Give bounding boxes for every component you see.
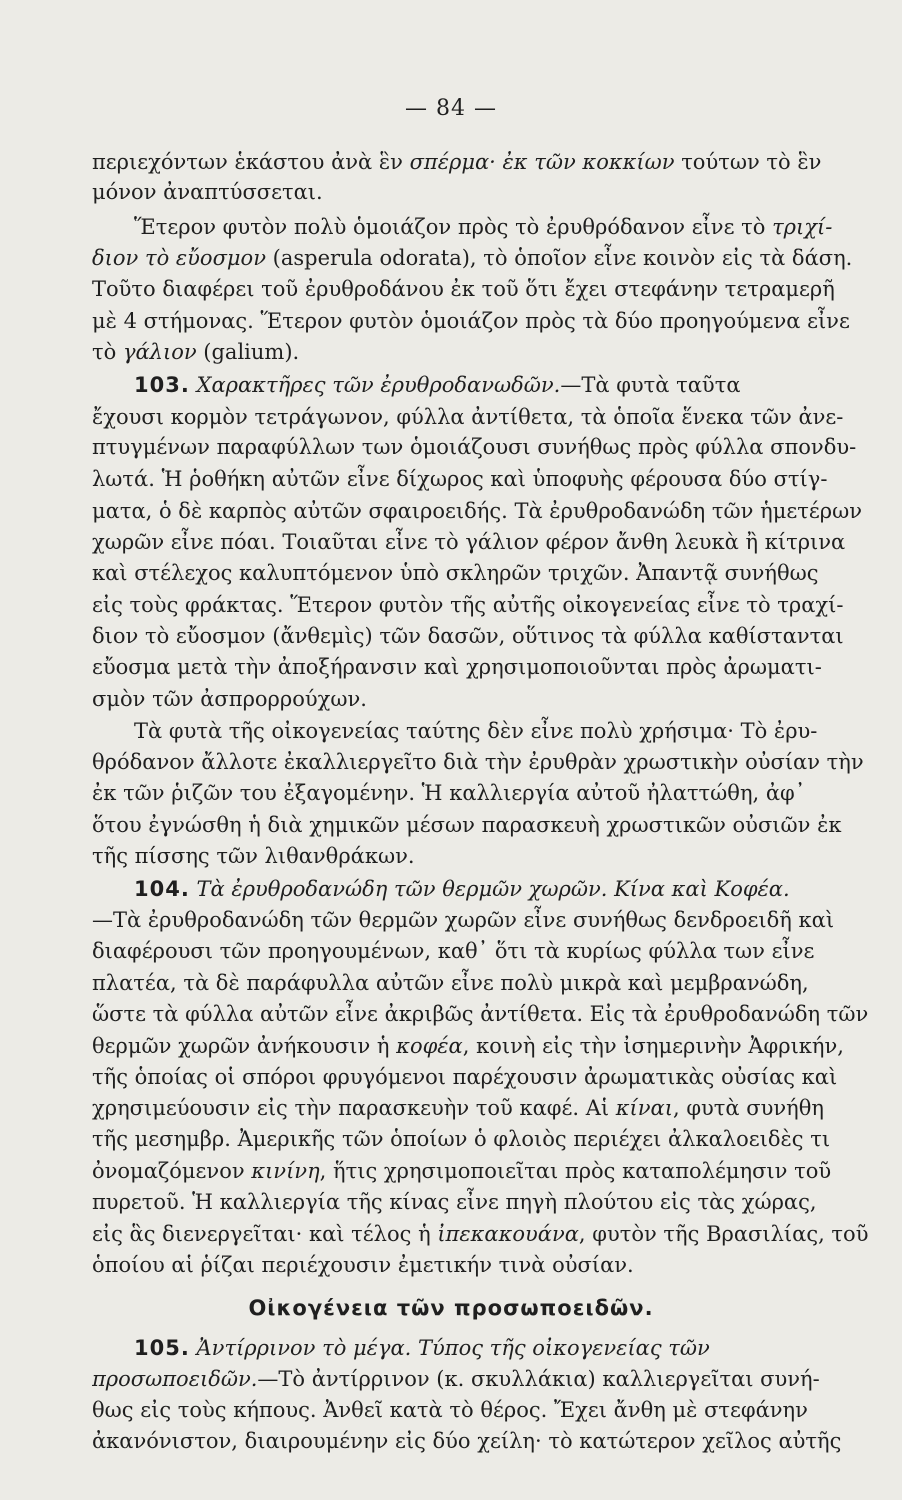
text-line [92, 464, 902, 494]
text-segment: ὀνομαζόμενον [92, 1159, 252, 1183]
text-line [92, 905, 902, 935]
heading-text: Οἰκογένεια τῶν προσωποειδῶν. [248, 1296, 654, 1320]
text-segment: ἀκανόνιστον, διαιρουμένην εἰς δύο χείλη· τὸ κατώτερον χεῖλος αὐτῆς [92, 1429, 842, 1453]
text-segment: τῆς ὁποίας οἱ σπόροι φρυγόμενοι παρέχουσιν ἀρωματικὰς οὐσίας καὶ [92, 1065, 838, 1089]
text-line [92, 621, 902, 651]
text-segment: πλατέα, τὰ δὲ παράφυλλα αὐτῶν εἶνε πολὺ μικρὰ καὶ μεμβρανώδη, [92, 971, 809, 995]
text-segment: κινίνη [251, 1159, 320, 1183]
text-segment: ὅτου ἐγνώσθη ἡ διὰ χημικῶν μέσων παρασκευὴ χρωστικῶν οὐσιῶν ἐκ [92, 813, 842, 837]
text-line [92, 652, 902, 682]
text-segment: , φυτὸν τῆς Βρασιλίας, τοῦ [578, 1222, 869, 1246]
text-segment: , φυτὰ συνήθη [672, 1096, 824, 1120]
text-segment: εὔοσμα μετὰ τὴν ἀποξήρανσιν καὶ χρησιμοποιοῦνται πρὸς ἀρωματι- [92, 655, 822, 679]
text-line [92, 402, 902, 432]
page-number: — 84 — [405, 96, 497, 121]
text-segment: —Τὰ ἐρυθροδανώδη τῶν θερμῶν χωρῶν εἶνε συνήθως δενδροειδῆ καὶ [92, 908, 835, 932]
text-segment: ἐκ τῶν ῥιζῶν του ἐξαγομένην. Ἡ καλλιεργία αὐτοῦ ἠλαττώθη, ἀφ᾽ [92, 781, 806, 805]
text-line [92, 1187, 902, 1217]
text-segment [92, 1336, 134, 1360]
text-line [92, 936, 902, 966]
text-segment: Τὰ ἐρυθροδανώδη τῶν θερμῶν χωρῶν. Κίνα καὶ Κοφέα. [196, 877, 790, 901]
text-segment: χωρῶν εἶνε πόαι. Τοιαῦται εἶνε τὸ γάλιον φέρον ἄνθη λευκὰ ἢ κίτρινα [92, 530, 846, 554]
text-segment: τῆς πίσσης τῶν λιθανθράκων. [92, 844, 415, 868]
text-line [92, 212, 902, 242]
text-segment: τούτων τὸ ἓν [674, 150, 822, 174]
text-segment: σμὸν τῶν ἀσπρορρούχων. [92, 687, 367, 711]
text-segment: περιεχόντων ἑκάστου ἀνὰ ἓν [92, 150, 410, 174]
text-segment: λωτά. Ἡ ῥοθήκη αὐτῶν εἶνε δίχωρος καὶ ὑποφυὴς φέρουσα δύο στίγ- [92, 467, 828, 491]
text-line [92, 1333, 902, 1363]
text-line [92, 1124, 902, 1154]
text-segment: μὲ 4 στήμονας. Ἕτερον φυτὸν ὁμοιάζον πρὸς τὰ δύο προηγούμενα εἶνε [92, 309, 850, 333]
text-segment: εἰς ἃς διενεργεῖται· καὶ τέλος ἡ [92, 1222, 438, 1246]
text-line [92, 716, 902, 746]
text-line [92, 778, 902, 808]
text-line [92, 747, 902, 777]
text-line [92, 370, 902, 400]
text-line [92, 1364, 902, 1394]
text-segment: Χαρακτῆρες τῶν ἐρυθροδανωδῶν. [196, 373, 561, 397]
text-segment: κοφέα [396, 1034, 463, 1058]
text-segment: θως εἰς τοὺς κήπους. Ἀνθεῖ κατὰ τὸ θέρος. Ἔχει ἄνθη μὲ στεφάνην [92, 1398, 808, 1422]
text-line [92, 306, 902, 336]
text-segment: διον τὸ εὔοσμον [92, 246, 266, 270]
text-line [92, 1093, 902, 1123]
text-segment: τῆς μεσημβρ. Ἀμερικῆς τῶν ὁποίων ὁ φλοιὸς περιέχει ἀλκαλοειδὲς τι [92, 1127, 831, 1151]
text-segment: ἰπεκακουάνα [437, 1222, 579, 1246]
text-segment: σπέρμα· ἐκ τῶν κοκκίων [409, 150, 675, 174]
text-line [92, 337, 902, 367]
text-line [92, 243, 902, 273]
text-segment: , ἥτις χρησιμοποιεῖται πρὸς καταπολέμησιν τοῦ [319, 1159, 832, 1183]
text-line [92, 874, 902, 904]
section-number: 103. [134, 373, 190, 397]
text-line [92, 1062, 902, 1092]
text-line [92, 684, 902, 714]
text-line [92, 177, 902, 207]
text-segment: γάλιον [122, 340, 197, 364]
text-segment [190, 373, 197, 397]
text-segment: τὸ [92, 340, 123, 364]
text-line [92, 968, 902, 998]
text-line [92, 810, 902, 840]
text-line [92, 558, 902, 588]
text-segment: ὁποίου αἱ ῥίζαι περιέχουσιν ἐμετικήν τινὰ οὐσίαν. [92, 1253, 634, 1277]
text-segment: προσωποειδῶν. [92, 1367, 258, 1391]
text-segment: Τὰ φυτὰ τῆς οἰκογενείας ταύτης δὲν εἶνε πολὺ χρήσιμα· Τὸ ἐρυ- [92, 719, 818, 743]
text-line [92, 1031, 902, 1061]
text-segment [190, 877, 197, 901]
text-segment: Ἕτερον φυτὸν πολὺ ὁμοιάζον πρὸς τὸ ἐρυθρόδανον εἶνε τὸ [92, 215, 773, 239]
text-segment: ἔχουσι κορμὸν τετράγωνον, φύλλα ἀντίθετα, τὰ ὁποῖα ἕνεκα τῶν ἀνε- [92, 405, 844, 429]
text-line [92, 590, 902, 620]
text-segment: εἰς τοὺς φράκτας. Ἕτερον φυτὸν τῆς αὐτῆς οἰκογενείας εἶνε τὸ τραχί- [92, 593, 844, 617]
text-segment: θερμῶν χωρῶν ἀνήκουσιν ἡ [92, 1034, 397, 1058]
text-line [92, 841, 902, 871]
text-line [92, 496, 902, 526]
text-segment: τριχί- [772, 215, 833, 239]
text-segment: μόνον ἀναπτύσσεται. [92, 180, 323, 204]
text-line [92, 1426, 902, 1456]
text-line [92, 527, 902, 557]
text-segment: διαφέρουσι τῶν προηγουμένων, καθ᾽ ὅτι τὰ κυρίως φύλλα των εἶνε [92, 939, 815, 963]
text-line [92, 147, 902, 177]
text-segment: διον τὸ εὔοσμον (ἄνθεμὶς) τῶν δασῶν, οὕτινος τὰ φύλλα καθίστανται [92, 624, 844, 648]
text-segment: , κοινὴ εἰς τὴν ἰσημερινὴν Ἀφρικήν, [462, 1034, 844, 1058]
text-segment: —Τὰ φυτὰ ταῦτα [560, 373, 741, 397]
text-segment: πτυγμένων παραφύλλων των ὁμοιάζουσι συνήθως πρὸς φύλλα σπονδυ- [92, 435, 857, 459]
text-line [92, 432, 902, 462]
text-segment: καὶ στέλεχος καλυπτόμενον ὑπὸ σκληρῶν τριχῶν. Ἀπαντᾷ συνήθως [92, 561, 819, 585]
section-number: 105. [134, 1336, 190, 1360]
text-line [92, 1219, 902, 1249]
text-line [92, 1395, 902, 1425]
text-segment: Ἀντίρρινον τὸ μέγα. Τύπος τῆς οἰκογενείας τῶν [196, 1336, 710, 1360]
text-segment: πυρετοῦ. Ἡ καλλιεργία τῆς κίνας εἶνε πηγὴ πλούτου εἰς τὰς χώρας, [92, 1190, 817, 1214]
section-heading [0, 1293, 902, 1323]
text-segment: κίναι [615, 1096, 673, 1120]
section-number: 104. [134, 877, 190, 901]
text-segment: (galium). [196, 340, 300, 364]
text-segment: θρόδανον ἄλλοτε ἐκαλλιεργεῖτο διὰ τὴν ἐρυθρὰν χρωστικὴν οὐσίαν τὴν [92, 750, 864, 774]
text-segment: ὥστε τὰ φύλλα αὐτῶν εἶνε ἀκριβῶς ἀντίθετα. Εἰς τὰ ἐρυθροδανώδη τῶν [92, 1002, 869, 1026]
text-line [92, 1156, 902, 1186]
text-line [92, 1250, 902, 1280]
text-segment: ματα, ὁ δὲ καρπὸς αὐτῶν σφαιροειδής. Τὰ ἐρυθροδανώδη τῶν ἡμετέρων [92, 499, 862, 523]
text-line [92, 999, 902, 1029]
text-segment: —Τὸ ἀντίρρινον (κ. σκυλλάκια) καλλιεργεῖται συνή- [257, 1367, 820, 1391]
text-line [92, 274, 902, 304]
text-segment: Τοῦτο διαφέρει τοῦ ἐρυθροδάνου ἐκ τοῦ ὅτι ἔχει στεφάνην τετραμερῆ [92, 277, 835, 301]
text-segment [92, 373, 134, 397]
text-segment: (asperula odorata), τὸ ὁποῖον εἶνε κοινὸν εἰς τὰ δάση. [265, 246, 853, 270]
text-segment [92, 877, 134, 901]
text-segment: χρησιμεύουσιν εἰς τὴν παρασκευὴν τοῦ καφέ. Αἱ [92, 1096, 616, 1120]
text-segment [190, 1336, 197, 1360]
